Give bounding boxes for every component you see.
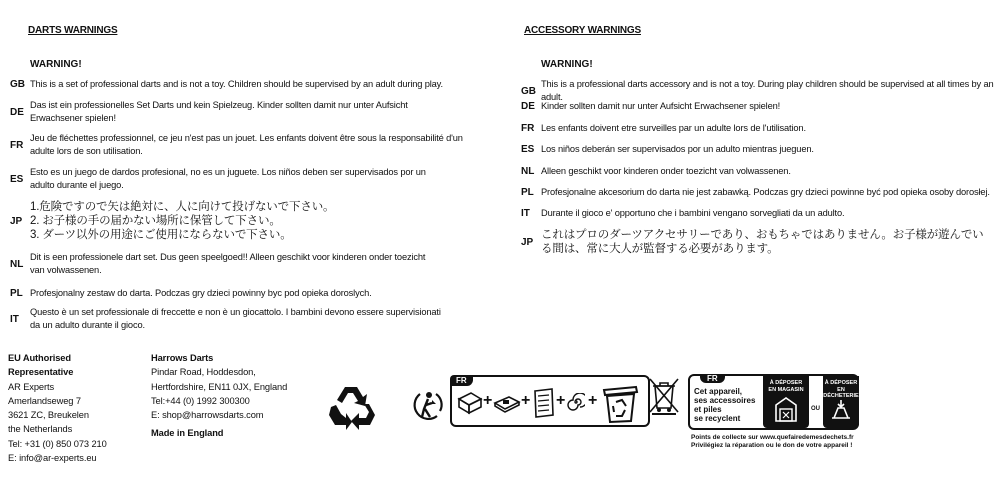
lang-code: PL (10, 288, 23, 299)
accessory-warning-heading: WARNING! (541, 59, 593, 70)
weee-fr-badge: FR (700, 374, 725, 383)
harrows-address-block (151, 351, 311, 441)
eu-rep-line: Amerlandseweg 7 (8, 395, 81, 406)
darts-row-de (10, 99, 460, 125)
darts-warnings-title: DARTS WARNINGS (28, 25, 118, 36)
paper-icon (532, 388, 556, 418)
lang-code: DE (521, 101, 535, 112)
lang-code: NL (521, 166, 535, 177)
packaging-icon (493, 393, 521, 413)
weee-dump-label: À DÉPOSER EN DÉCHETERIE (823, 380, 859, 399)
warning-text: Durante il gioco e' opportuno che i bambini vengano sorvegliati da un adulto. (541, 208, 845, 218)
plus-sign: + (521, 392, 531, 409)
warning-text: Das ist ein professionelles Set Darts und kein Spielzeug. Kinder sollten damit nur unter Aufsicht Erwachsener spielen! (30, 100, 408, 123)
harrows-title: Harrows Darts (151, 353, 214, 363)
eu-representative-block (8, 351, 138, 465)
acc-row-pl (521, 186, 990, 199)
warning-text: Alleen geschikt voor kinderen onder toezicht van volwassenen. (541, 166, 791, 176)
weee-option-dump (823, 376, 859, 428)
warning-text: Profesjonalny zestaw do darta. Podczas gry dzieci powinny byc pod opieka doroslych. (30, 288, 372, 298)
harrows-line: Tel:+44 (0) 1992 300300 (151, 395, 250, 406)
weee-footer-1: Points de collecte sur www.quefairedemesdechets.fr (691, 434, 854, 441)
warning-text: Les enfants doivent etre surveilles par un adulte lors de l'utilisation. (541, 123, 806, 133)
lang-code: FR (521, 123, 535, 134)
warning-text: Profesjonalne akcesorium do darta nie jest zabawką. Podczas gry dzieci powinne być pod opieka osoby dorosłej. (541, 187, 990, 197)
weee-store-label: À DÉPOSER EN MAGASIN (768, 380, 804, 393)
warning-text: Kinder sollten damit nur unter Aufsicht Erwachsener spielen! (541, 101, 781, 111)
accessory-warnings-title: ACCESSORY WARNINGS (524, 25, 641, 36)
darts-row-gb (10, 78, 443, 91)
drop-off-icon (828, 396, 854, 422)
plus-sign: + (483, 392, 493, 409)
recycle-icon (327, 384, 377, 430)
store-icon (773, 395, 799, 423)
lang-code: GB (10, 79, 25, 90)
recycling-bin-icon (600, 382, 640, 424)
eu-rep-line: 3621 ZC, Breukelen (8, 410, 89, 421)
warning-text: 1.危険ですので矢は絶対に、人に向けて投げないで下さい。 2. お子様の手の届かない場所に保管して下さい。 3. ダーツ以外の用途にご使用にならないで下さい。 (30, 201, 335, 241)
acc-row-de (521, 100, 780, 113)
warning-text: Questo è un set professionale di freccette e non è un giocattolo. I bambini devono essere supervisionati da un adulto durante il gioco. (30, 307, 441, 330)
lang-code: ES (521, 144, 535, 155)
harrows-line: Hertfordshire, EN11 0JX, England (151, 381, 288, 392)
acc-row-it (521, 207, 844, 220)
eu-rep-line: AR Experts (8, 381, 55, 392)
plus-sign: + (588, 392, 598, 409)
eu-rep-title-1: EU Authorised (8, 353, 71, 363)
weee-info-box (688, 374, 859, 430)
lang-code: IT (521, 208, 530, 219)
darts-warning-heading: WARNING! (30, 59, 82, 70)
eu-rep-line: E: info@ar-experts.eu (8, 453, 97, 464)
lang-code: JP (10, 215, 23, 227)
triman-sorting-box (450, 375, 650, 427)
eu-rep-line: the Netherlands (8, 424, 73, 435)
plus-sign: + (556, 392, 566, 409)
eu-rep-title-2: Representative (8, 367, 74, 378)
lang-code: ES (10, 173, 24, 185)
lang-code: DE (10, 106, 24, 118)
darts-row-pl (10, 287, 372, 300)
darts-row-it (10, 306, 460, 332)
lang-code: PL (521, 187, 534, 198)
acc-row-nl (521, 165, 791, 178)
warning-text: This is a set of professional darts and is not a toy. Children should be supervised by an adult during play. (30, 79, 443, 89)
weee-option-store (763, 376, 809, 428)
harrows-line: Pindar Road, Hoddesdon, (151, 367, 256, 378)
triman-fr-badge: FR (450, 375, 473, 386)
darts-row-nl (10, 251, 460, 277)
lang-code: NL (10, 258, 24, 270)
warning-text: これはプロのダーツアクセサリーであり、おもちゃではありません。お子様が遊んでい る間は、常に大人が監督する必要があります。 (541, 229, 984, 255)
lang-code: FR (10, 139, 24, 151)
warning-text: Dit is een professionele dart set. Dus geen speelgoed!! Alleen geschikt voor kinderen onder toezicht van volwassenen. (30, 252, 426, 275)
weee-or-label: OU (811, 406, 820, 412)
harrows-line: E: shop@harrowsdarts.com (151, 410, 264, 421)
acc-row-fr (521, 122, 806, 135)
warning-text: Esto es un juego de dardos profesional, no es un juguete. Los niños deben ser supervisados por un adulto durante el juego. (30, 167, 426, 190)
warning-text: This is a professional darts accessory and is not a toy. During play children should be supervised at all times by an adult. (541, 79, 994, 102)
weee-main-text: Cet appareil, ses accessoires et piles se recyclent (694, 387, 756, 423)
lang-code: JP (521, 236, 534, 248)
darts-row-jp (10, 200, 450, 242)
acc-row-jp (521, 228, 991, 256)
acc-row-es (521, 143, 814, 156)
made-in-england: Made in England (151, 428, 224, 439)
carton-icon (457, 391, 483, 415)
darts-row-es (10, 166, 460, 192)
spiral-icon (567, 393, 585, 411)
warning-text: Los niños deberán ser supervisados por un adulto mientras jueguen. (541, 144, 814, 154)
weee-footer-2: Privilégiez la réparation ou le don de votre appareil ! (691, 442, 853, 449)
warning-text: Jeu de fléchettes professionnel, ce jeu n'est pas un jouet. Les enfants doivent être sous la responsabilité d'un adulte lors de son utilisation. (30, 133, 463, 156)
triman-person-icon (410, 389, 446, 421)
eu-rep-line: Tel: +31 (0) 850 073 210 (8, 438, 107, 449)
lang-code: GB (521, 85, 536, 97)
crossed-bin-icon (648, 377, 680, 415)
darts-row-fr (10, 132, 475, 158)
lang-code: IT (10, 313, 19, 325)
